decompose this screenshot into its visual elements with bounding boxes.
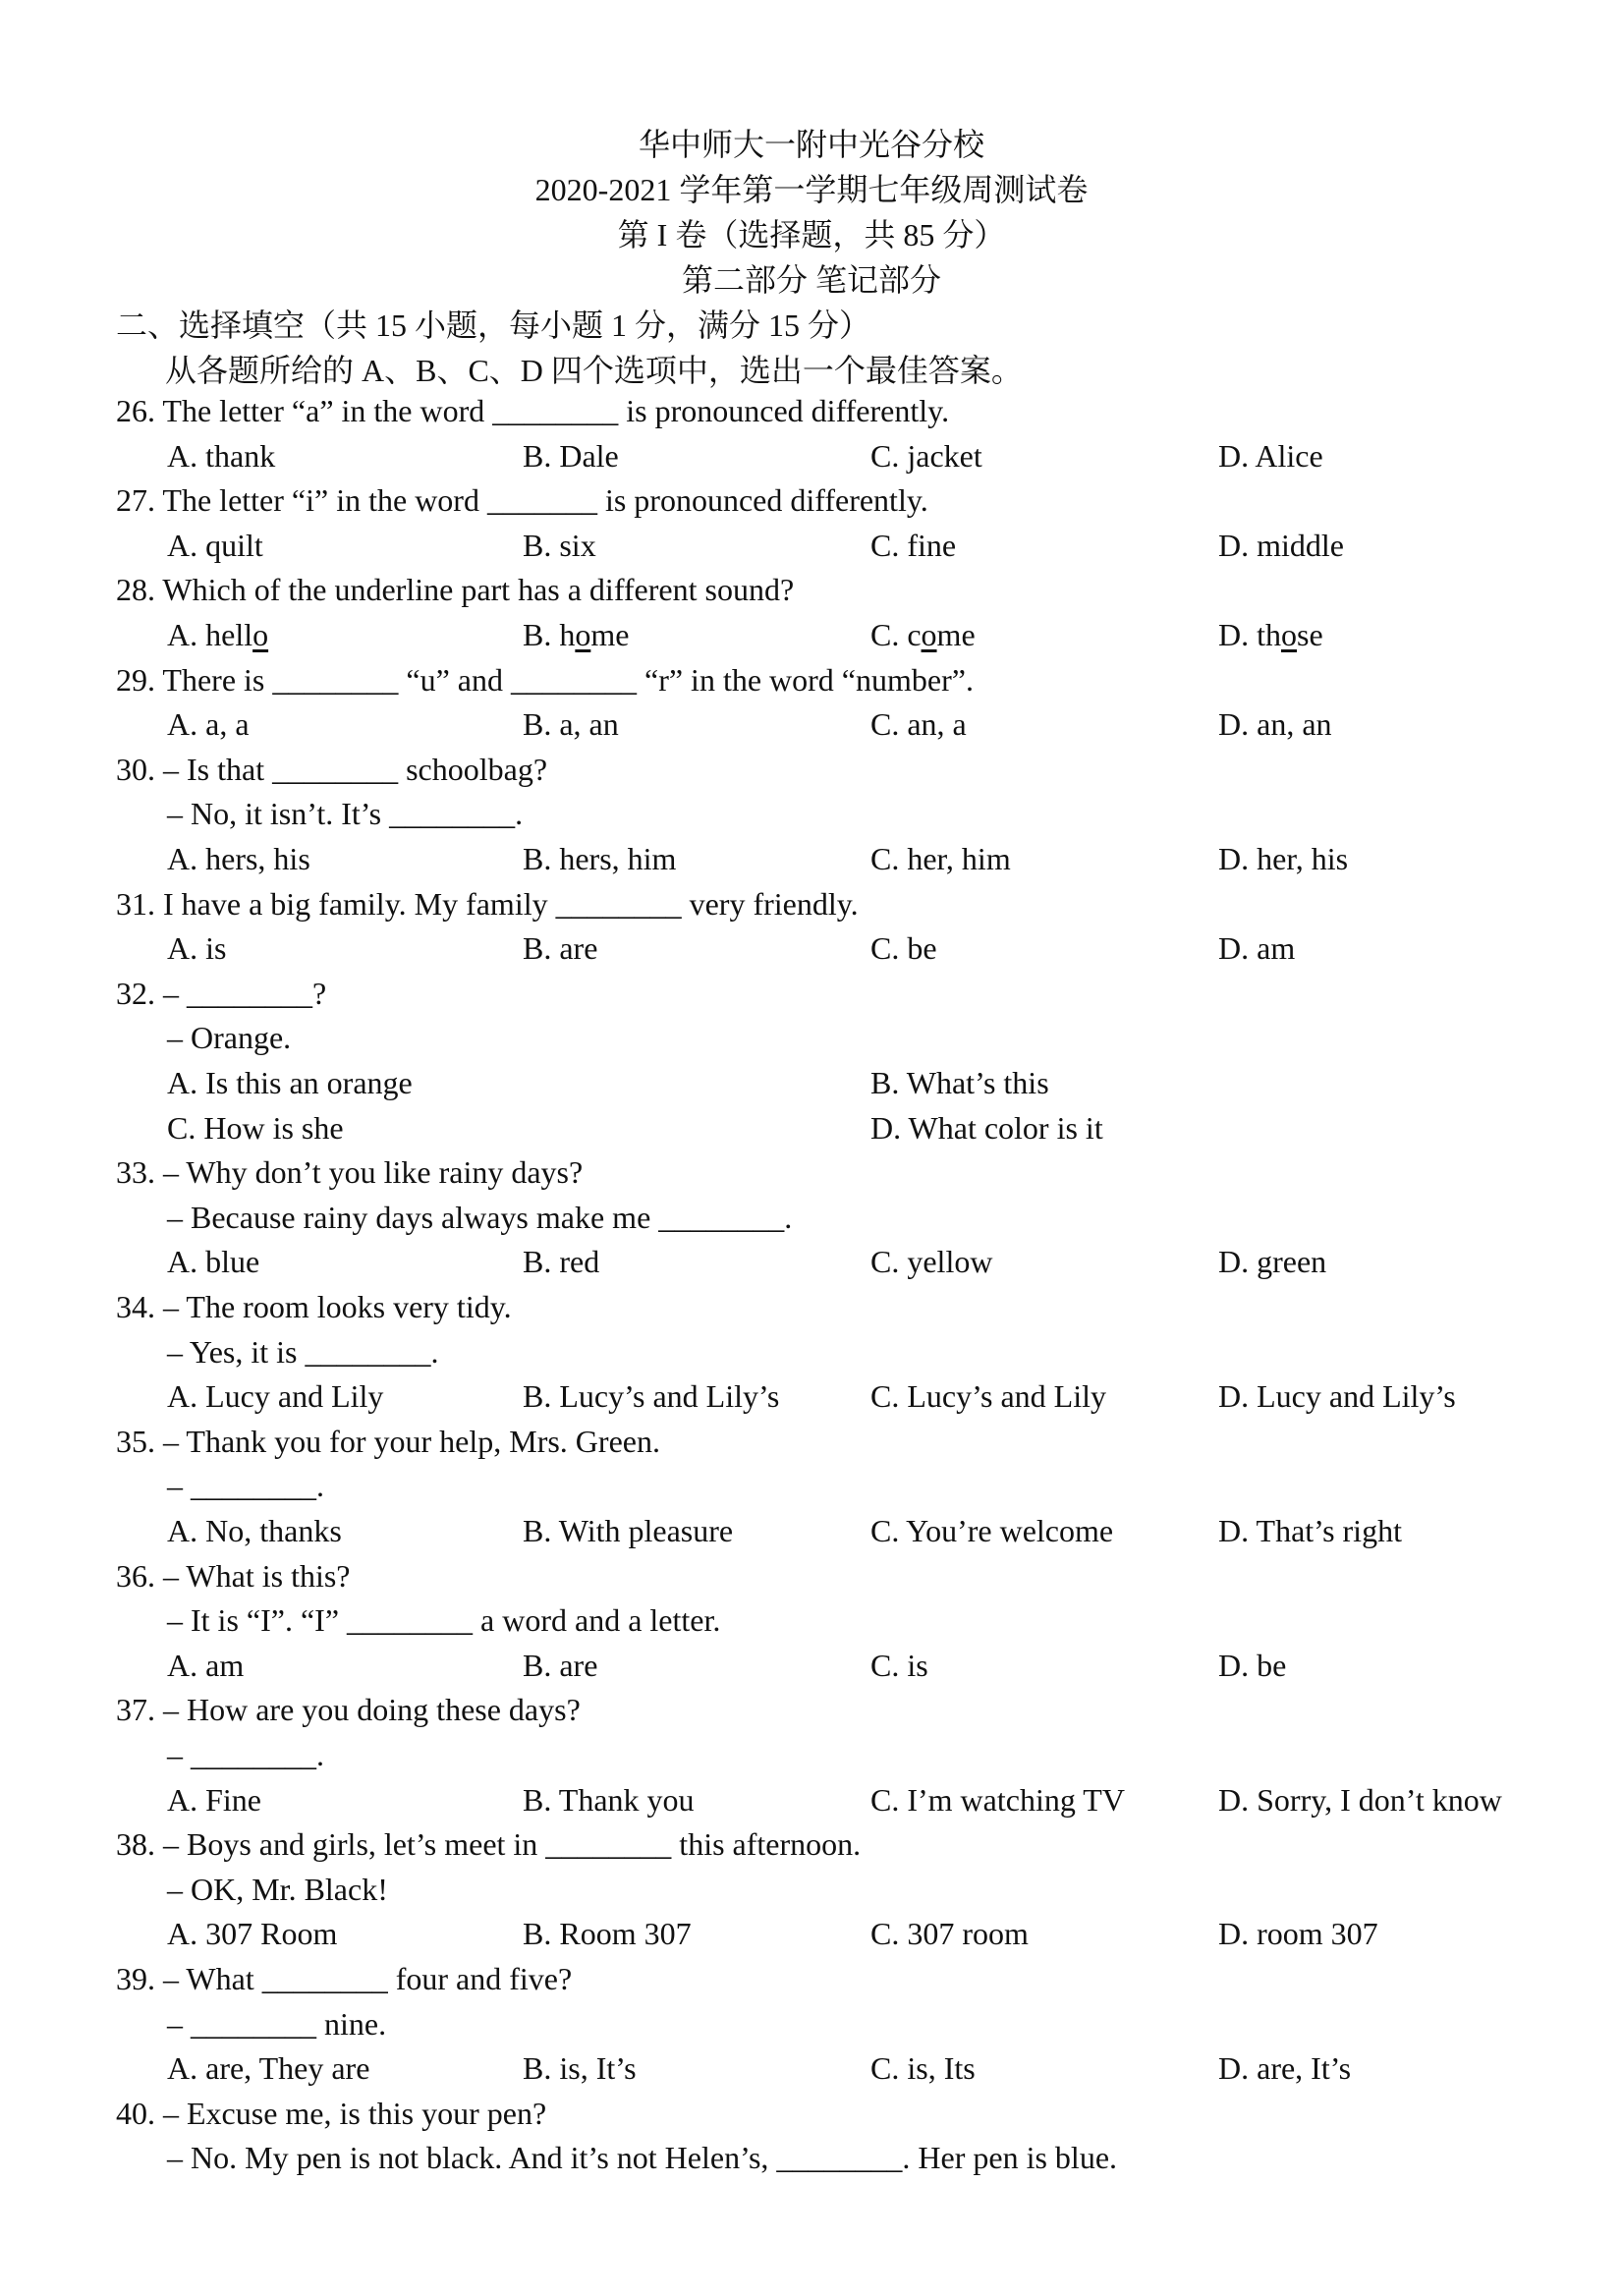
answer-option: B. a, an [523, 706, 619, 743]
answer-option: D. those [1218, 617, 1323, 652]
answer-option: A. Is this an orange [167, 1065, 413, 1100]
answer-option: C. I’m watching TV [870, 1781, 1125, 1818]
school-title: 华中师大一附中光谷分校 [638, 127, 984, 162]
question-number: 39. [116, 1961, 155, 1996]
answer-option: B. With pleasure [523, 1513, 734, 1548]
question-text: – Thank you for your help, Mrs. Green. [155, 1423, 660, 1459]
dialogue-line: – No. My pen is not black. And it’s not Helen’s, ________. Her pen is blue. [167, 2140, 1118, 2176]
question-number: 40. [116, 2095, 155, 2131]
dialogue-line: – ________ nine. [167, 2005, 387, 2042]
question-stem [116, 395, 949, 426]
question-number: 36. [116, 1557, 155, 1594]
answer-option: A. hers, his [167, 841, 310, 876]
dialogue-line: – It is “I”. “I” ________ a word and a letter. [167, 1602, 721, 1639]
question-stem [116, 572, 795, 608]
answer-option: D. are, It’s [1218, 2050, 1352, 2087]
answer-option: C. come [870, 617, 976, 652]
answer-option: A. blue [167, 1244, 260, 1280]
answer-option: D. That’s right [1218, 1513, 1402, 1548]
question-number: 38. [116, 1826, 155, 1863]
answer-option: B. Thank you [523, 1781, 695, 1818]
question-stem [116, 1826, 862, 1863]
question-stem [116, 751, 548, 787]
question-text: – The room looks very tidy. [155, 1289, 512, 1324]
dialogue-line: – ________. [167, 1737, 324, 1772]
dialogue-line: – OK, Mr. Black! [167, 1871, 388, 1907]
dialogue-line: – Because rainy days always make me ________. [167, 1199, 793, 1235]
answer-option: A. Lucy and Lily [167, 1378, 384, 1415]
question-number: 26. [116, 393, 155, 428]
question-number: 27. [116, 482, 155, 519]
answer-option: A. a, a [167, 706, 250, 743]
answer-option: D. Alice [1218, 437, 1323, 474]
answer-option: A. are, They are [167, 2050, 370, 2087]
answer-option: B. home [523, 617, 630, 652]
section-instruction: 从各题所给的 A、B、C、D 四个选项中，选出一个最佳答案。 [165, 353, 1023, 388]
answer-option: C. yellow [870, 1244, 993, 1280]
answer-option: D. Sorry, I don’t know [1218, 1781, 1502, 1818]
question-stem [116, 885, 859, 922]
answer-option: C. jacket [870, 437, 982, 474]
question-number: 31. [116, 885, 155, 922]
question-text: – Excuse me, is this your pen? [155, 2095, 547, 2131]
answer-option: A. am [167, 1647, 245, 1683]
answer-option: D. middle [1218, 527, 1344, 563]
answer-option: B. Dale [523, 437, 619, 474]
answer-option: C. is [870, 1647, 928, 1683]
answer-option: C. an, a [870, 706, 967, 743]
answer-option: A. quilt [167, 527, 263, 563]
answer-option: B. is, It’s [523, 2050, 637, 2087]
answer-option: C. be [870, 930, 937, 967]
question-text: There is ________ “u” and ________ “r” in the word “number”. [155, 661, 974, 698]
question-number: 28. [116, 572, 155, 608]
question-text: – ________? [155, 975, 327, 1011]
answer-option: B. hers, him [523, 841, 677, 876]
answer-option: B. What’s this [870, 1065, 1049, 1100]
answer-option: D. be [1218, 1647, 1287, 1683]
question-text: – How are you doing these days? [155, 1692, 581, 1728]
answer-option: D. am [1218, 930, 1296, 967]
answer-option: C. fine [870, 527, 957, 563]
answer-option: A. Fine [167, 1781, 261, 1818]
answer-option: A. thank [167, 437, 276, 474]
answer-option: B. are [523, 930, 598, 967]
answer-option: D. her, his [1218, 841, 1349, 876]
dialogue-line: – ________. [167, 1468, 324, 1504]
question-text: The letter “a” in the word ________ is pronounced differently. [155, 393, 950, 428]
question-text: – Why don’t you like rainy days? [155, 1154, 584, 1191]
question-stem [116, 1963, 572, 1994]
answer-option: D. green [1218, 1244, 1327, 1280]
answer-option: A. No, thanks [167, 1513, 342, 1548]
answer-option: C. How is she [167, 1109, 344, 1146]
answer-option: D. an, an [1218, 706, 1332, 743]
question-number: 37. [116, 1692, 155, 1728]
answer-option: C. Lucy’s and Lily [870, 1378, 1106, 1415]
question-text: I have a big family. My family ________ very friendly. [155, 885, 859, 922]
question-stem [116, 1692, 581, 1728]
question-stem [116, 1291, 512, 1322]
question-stem [116, 1423, 660, 1459]
question-text: – What ________ four and five? [155, 1961, 573, 1996]
question-number: 30. [116, 751, 155, 787]
answer-option: A. is [167, 930, 227, 967]
question-number: 35. [116, 1423, 155, 1459]
question-stem [116, 1557, 351, 1594]
question-number: 33. [116, 1154, 155, 1191]
answer-option: A. 307 Room [167, 1916, 338, 1952]
dialogue-line: – Orange. [167, 1020, 292, 1056]
answer-option: D. What color is it [870, 1109, 1103, 1146]
volume-title: 第 I 卷（选择题，共 85 分） [617, 217, 1006, 252]
answer-option: B. Room 307 [523, 1916, 692, 1952]
part-title: 第二部分 笔记部分 [681, 262, 941, 298]
dialogue-line: – No, it isn’t. It’s ________. [167, 796, 524, 832]
answer-option: C. is, Its [870, 2050, 976, 2087]
question-number: 29. [116, 661, 155, 698]
question-number: 34. [116, 1289, 155, 1324]
question-stem [116, 975, 327, 1011]
answer-option: B. six [523, 527, 596, 563]
answer-option: B. red [523, 1244, 600, 1280]
question-text: The letter “i” in the word _______ is pronounced differently. [155, 482, 928, 519]
answer-option: C. You’re welcome [870, 1513, 1114, 1548]
dialogue-line: – Yes, it is ________. [167, 1333, 439, 1370]
question-number: 32. [116, 975, 155, 1011]
answer-option: B. Lucy’s and Lily’s [523, 1378, 780, 1415]
answer-option: B. are [523, 1647, 598, 1683]
question-text: Which of the underline part has a different sound? [155, 572, 795, 608]
section-title: 二、选择填空（共 15 小题，每小题 1 分，满分 15 分） [116, 308, 871, 343]
answer-option: D. Lucy and Lily’s [1218, 1378, 1456, 1415]
answer-option: C. her, him [870, 841, 1011, 876]
question-text: – Is that ________ schoolbag? [155, 751, 548, 787]
question-stem [116, 2095, 547, 2131]
answer-option: C. 307 room [870, 1916, 1029, 1952]
question-text: – What is this? [155, 1557, 351, 1594]
question-stem [116, 1154, 584, 1191]
question-stem [116, 661, 974, 698]
answer-option: D. room 307 [1218, 1916, 1378, 1952]
question-text: – Boys and girls, let’s meet in ________ this afternoon. [155, 1826, 862, 1863]
question-stem [116, 482, 928, 519]
exam-title: 2020-2021 学年第一学期七年级周测试卷 [534, 172, 1089, 207]
answer-option: A. hello [167, 617, 269, 652]
